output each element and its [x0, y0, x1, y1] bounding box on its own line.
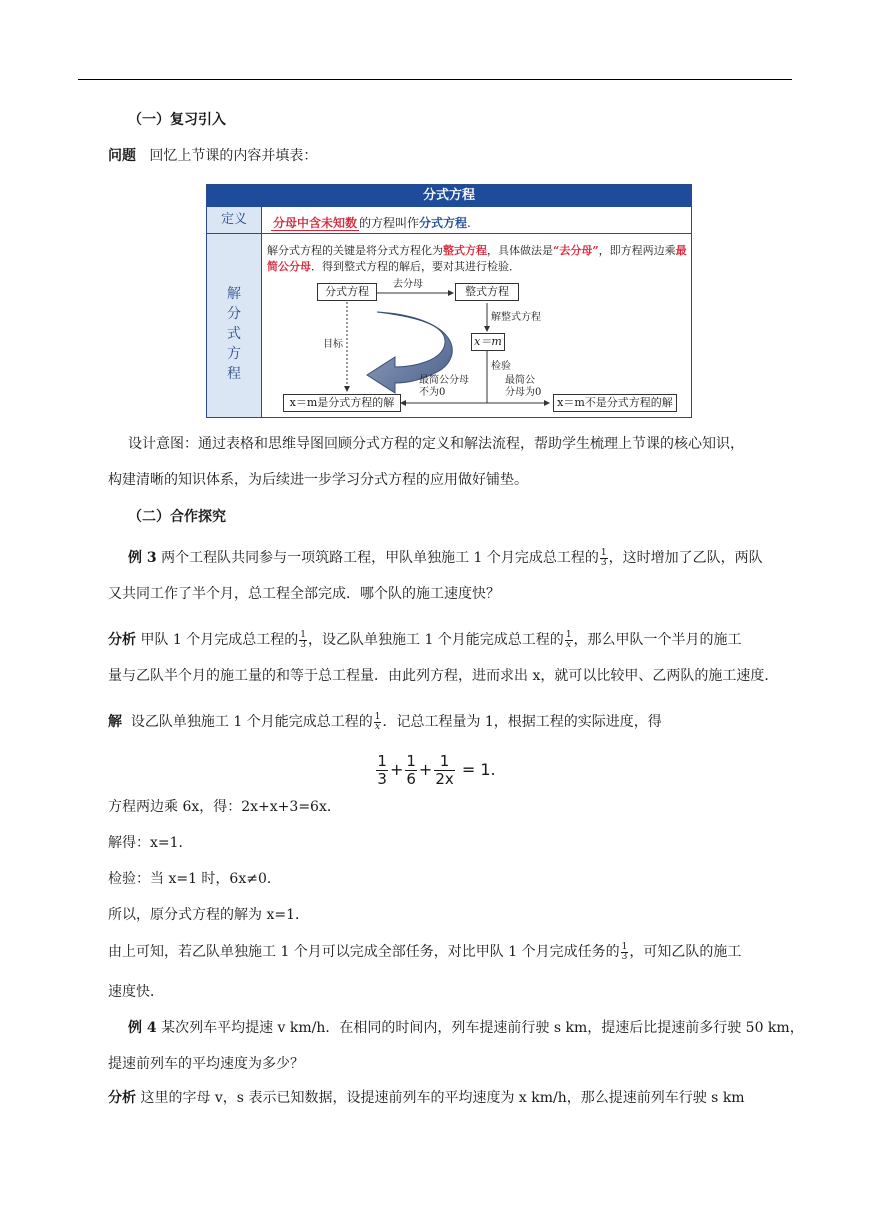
row-label-solve: 解 分 式 方 程	[207, 234, 261, 417]
solve-description: 解分式方程的关键是将分式方程化为整式方程，具体做法是“去分母”，即方程两边乘最简公分母．得到整式方程的解后，要对其进行检验．	[267, 244, 687, 273]
question-label: 问题	[108, 148, 136, 164]
example4-line2: 提速前列车的平均速度为多少？	[108, 1056, 304, 1072]
box-fraction-equation: 分式方程	[317, 283, 377, 301]
conclusion-line1: 由上可知，若乙队单独施工 1 个月可以完成全部任务，对比甲队 1 个月完成任务的 $\frac{1}{3}$ ，可知乙队的施工	[108, 941, 742, 962]
label-lcd-not-zero: 最简公分母 不为0	[419, 375, 469, 398]
question-text: 回忆上节课的内容并填表：	[149, 148, 318, 164]
analysis3-line2: 量与乙队半个月的施工量的和等于总工程量．由此列方程，进而求出 x，就可以比较甲、乙两队的施工速度．	[108, 668, 779, 684]
box-integer-equation: 整式方程	[455, 283, 519, 301]
row-label-definition: 定义	[207, 207, 261, 234]
fraction-equation-table	[206, 184, 692, 418]
box-is-solution: x＝m是分式方程的解	[283, 394, 401, 412]
step-check: 检验：当 x=1 时，6x≠0．	[108, 871, 281, 887]
label-goal: 目标	[323, 339, 343, 350]
label-lcd-zero: 最简公 分母为0	[505, 375, 542, 398]
step-conclusion: 所以，原分式方程的解为 x=1．	[108, 907, 309, 923]
solution3-line1: 解 设乙队单独施工 1 个月能完成总工程的 $\frac{1}{x}$ ．记总工程量为 1，根据工程的实际进度，得	[108, 711, 662, 732]
design-intent-line2: 构建清晰的知识体系，为后续进一步学习分式方程的应用做好铺垫。	[108, 472, 528, 488]
example3-line2: 又共同工作了半个月，总工程全部完成．哪个队的施工速度快？	[108, 586, 500, 602]
example4-line1: 例 4 某次列车平均提速 v km/h．在相同的时间内，列车提速前行驶 s km，提速后比提速前多行驶 50 km，	[128, 1020, 804, 1036]
design-intent-line1: 设计意图：通过表格和思维导图回顾分式方程的定义和解法流程，帮助学生梳理上节课的核心知识，	[128, 436, 744, 452]
box-x-equals-m: x＝m	[471, 333, 505, 351]
table-title: 分式方程	[207, 185, 691, 207]
equation-display: $\frac{1}{3}$ + $\frac{1}{6}$ + $\frac{1}{2x}$ = 1.	[377, 752, 496, 788]
question-line	[108, 146, 317, 166]
conclusion-line2: 速度快．	[108, 984, 164, 1000]
label-check: 检验	[491, 361, 511, 372]
section-heading-explore: （二）合作探究	[128, 509, 226, 525]
analysis4-line1: 分析 这里的字母 v，s 表示已知数据，设提速前列车的平均速度为 x km/h，那么提速前列车行驶 s km	[108, 1090, 745, 1106]
header-rule	[78, 79, 792, 80]
label-remove-denominator: 去分母	[393, 279, 423, 290]
label-solve-integer: 解整式方程	[491, 312, 541, 323]
step-solve: 解得：x=1．	[108, 835, 193, 851]
analysis3-line1: 分析 甲队 1 个月完成总工程的 $\frac{1}{3}$ ，设乙队单独施工 1 个月能完成总工程的 $\frac{1}{x}$ ，那么甲队一个半月的施工	[108, 629, 742, 650]
section-heading-review: （一）复习引入	[128, 112, 226, 128]
definition-text: 分母中含未知数 的方程叫作分式方程.	[273, 216, 471, 230]
box-not-solution: x＝m不是分式方程的解	[553, 394, 677, 412]
step-multiply: 方程两边乘 6x，得：2x+x+3=6x．	[108, 799, 341, 815]
example3-line1: 例 3 两个工程队共同参与一项筑路工程，甲队单独施工 1 个月完成总工程的 $\frac{1}{3}$ ，这时增加了乙队，两队	[128, 547, 763, 568]
